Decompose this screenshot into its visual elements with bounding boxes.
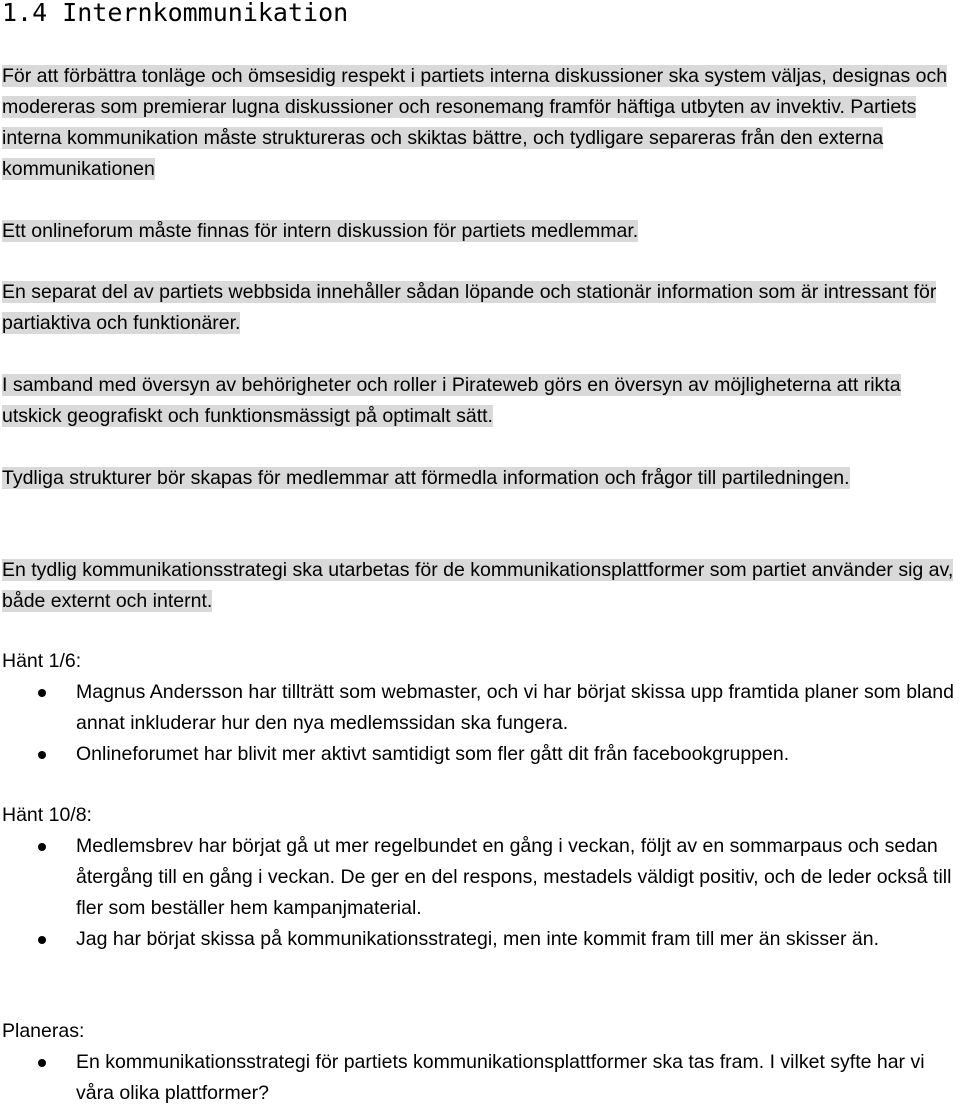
bullet-icon — [38, 751, 46, 759]
paragraph-onlineforum — [2, 216, 960, 247]
paragraph-strukturer — [2, 463, 960, 494]
highlighted-text: En separat del av partiets webbsida innehåller sådan löpande och stationär information som är intressant för partiaktiva och funktionärer. — [2, 281, 937, 334]
bullet-list-hant-1-6 — [0, 677, 960, 770]
section-label-hant-1-6: Hänt 1/6: — [2, 650, 82, 672]
list-item — [0, 739, 960, 770]
section-label-planeras: Planeras: — [2, 1020, 85, 1042]
bullet-icon — [38, 936, 46, 944]
list-item — [0, 831, 960, 924]
list-item — [0, 1047, 960, 1109]
list-item-text: En kommunikationsstrategi för partiets kommunikationsplattformer ska tas fram. I vilket syfte har vi våra olika plattformer? — [76, 1051, 925, 1104]
list-item — [0, 677, 960, 739]
bullet-icon — [38, 843, 46, 851]
bullet-list-hant-10-8 — [0, 831, 960, 955]
highlighted-text: Tydliga strukturer bör skapas för medlemmar att förmedla information och frågor till partiledningen. — [2, 467, 850, 489]
paragraph-intro — [2, 61, 960, 185]
list-item-text: Onlineforumet har blivit mer aktivt samtidigt som fler gått dit från facebookgruppen. — [76, 743, 790, 765]
paragraph-pirateweb — [2, 370, 960, 432]
bullet-list-planeras — [0, 1047, 960, 1109]
list-item — [0, 924, 960, 955]
bullet-icon — [38, 689, 46, 697]
highlighted-text: I samband med översyn av behörigheter och roller i Pirateweb görs en översyn av möjligheterna att rikta utskick geografiskt och funktionsmässigt på optimalt sätt. — [2, 374, 901, 427]
paragraph-webbsida — [2, 277, 960, 339]
list-item-text: Medlemsbrev har börjat gå ut mer regelbundet en gång i veckan, följt av en sommarpaus och sedan återgång till en gång i veckan. De ger en del respons, mestadels väldigt positiv, och de leder också till fler som beställer hem kampanjmaterial. — [76, 835, 952, 919]
bullet-icon — [38, 1059, 46, 1067]
section-heading: 1.4 Internkommunikation — [2, 0, 349, 27]
list-item-text: Jag har börjat skissa på kommunikationsstrategi, men inte kommit fram till mer än skisser än. — [76, 928, 880, 950]
paragraph-strategi — [2, 555, 960, 617]
highlighted-text: För att förbättra tonläge och ömsesidig respekt i partiets interna diskussioner ska system väljas, designas och modereras som premierar lugna diskussioner och resonemang framför häftiga utbyten av invektiv. Partiets interna kommunikation måste struktureras och skiktas bättre, och tydligare separeras från den externa kommunikationen — [2, 65, 948, 180]
highlighted-text: Ett onlineforum måste finnas för intern diskussion för partiets medlemmar. — [2, 220, 639, 242]
section-label-hant-10-8: Hänt 10/8: — [2, 804, 92, 826]
list-item-text: Magnus Andersson har tillträtt som webmaster, och vi har börjat skissa upp framtida planer som bland annat inkluderar hur den nya medlemssidan ska fungera. — [76, 681, 954, 734]
highlighted-text: En tydlig kommunikationsstrategi ska utarbetas för de kommunikationsplattformer som partiet använder sig av, både externt och internt. — [2, 559, 954, 612]
